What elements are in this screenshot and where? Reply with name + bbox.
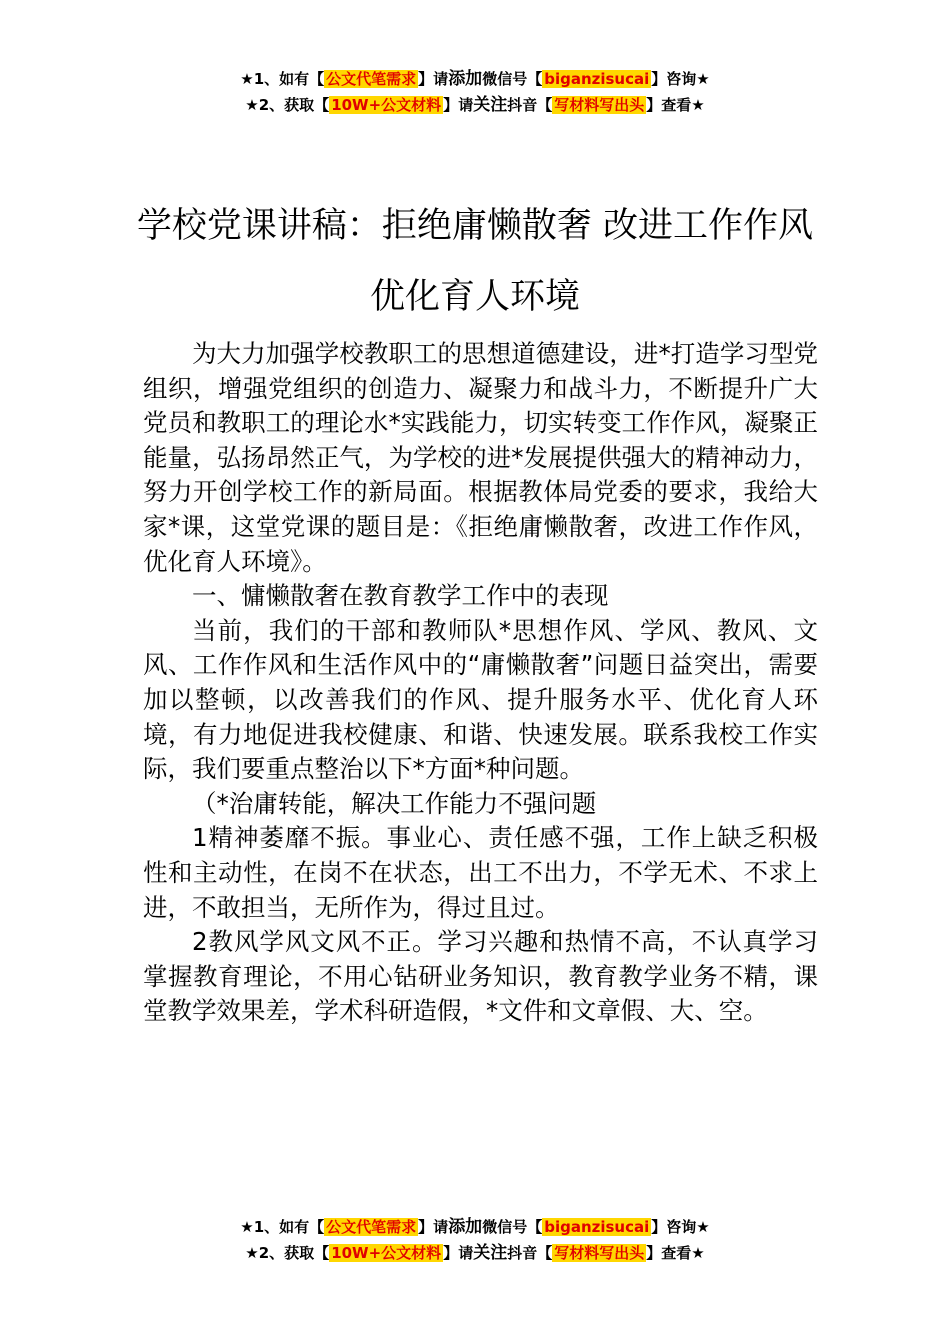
document-body (143, 337, 818, 1029)
header-line-1: ★1、如有【 公文代笔需求 】请添加微信号【 biganzisucai 】咨询★ (240, 69, 710, 89)
section-heading: 一、慵懒散奢在教育教学工作中的表现 (192, 581, 609, 611)
footer-line-2: ★2、获取【 10W+公文材料 】请关注抖音【 写材料写出头 】查看★ (245, 1243, 705, 1263)
paragraph: 当前，我们的干部和教师队*思想作风、学风、教风、文风、工作作风和生活作风中的“庸懒散奢”问题日益突出，需要加以整顿，以改善我们的作风、提升服务水平、优化育人环境，有力地促进我校健康、和谐、快速发展。联系我校工作实际，我们要重点整治以下*方面*种问题。 (143, 615, 818, 784)
paragraph: 为大力加强学校教职工的思想道德建设，进*打造学习型党组织，增强党组织的创造力、凝聚力和战斗力，不断提升广大党员和教职工的理论水*实践能力，切实转变工作作风，凝聚正能量，弘扬昂然正气，为学校的进*发展提供强大的精神动力，努力开创学校工作的新局面。根据教体局党委的要求，我给大家*课，这堂党课的题目是：《拒绝庸懒散奢，改进工作作风，优化育人环境》。 (143, 339, 818, 576)
footer-highlight: 10W+公文材料 (331, 1244, 442, 1262)
footer-highlight: biganzisucai (544, 1218, 650, 1236)
header-banner (0, 66, 950, 118)
page-title: 学校党课讲稿：拒绝庸懒散奢 改进工作作风 优化育人环境 (136, 206, 814, 318)
subsection-heading: （*治庸转能，解决工作能力不强问题 (192, 788, 597, 818)
header-line-2: ★2、获取【 10W+公文材料 】请关注抖音【 写材料写出头 】查看★ (245, 95, 705, 115)
header-highlight: 10W+公文材料 (331, 96, 442, 114)
footer-line-1: ★1、如有【 公文代笔需求 】请添加微信号【 biganzisucai 】咨询★ (240, 1217, 710, 1237)
header-highlight: 公文代笔需求 (326, 70, 417, 88)
footer-highlight: 写材料写出头 (554, 1244, 645, 1262)
footer-highlight: 公文代笔需求 (326, 1218, 417, 1236)
header-highlight: biganzisucai (544, 70, 650, 88)
header-highlight: 写材料写出头 (554, 96, 645, 114)
paragraph: 2教风学风文风不正。学习兴趣和热情不高，不认真学习掌握教育理论，不用心钻研业务知识，教育教学业务不精，课堂教学效果差，学术科研造假，*文件和文章假、大、空。 (143, 927, 818, 1026)
footer-banner (0, 1214, 950, 1266)
paragraph: 1精神萎靡不振。事业心、责任感不强，工作上缺乏积极性和主动性，在岗不在状态，出工不出力，不学无术、不求上进，不敢担当，无所作为，得过且过。 (143, 823, 818, 922)
